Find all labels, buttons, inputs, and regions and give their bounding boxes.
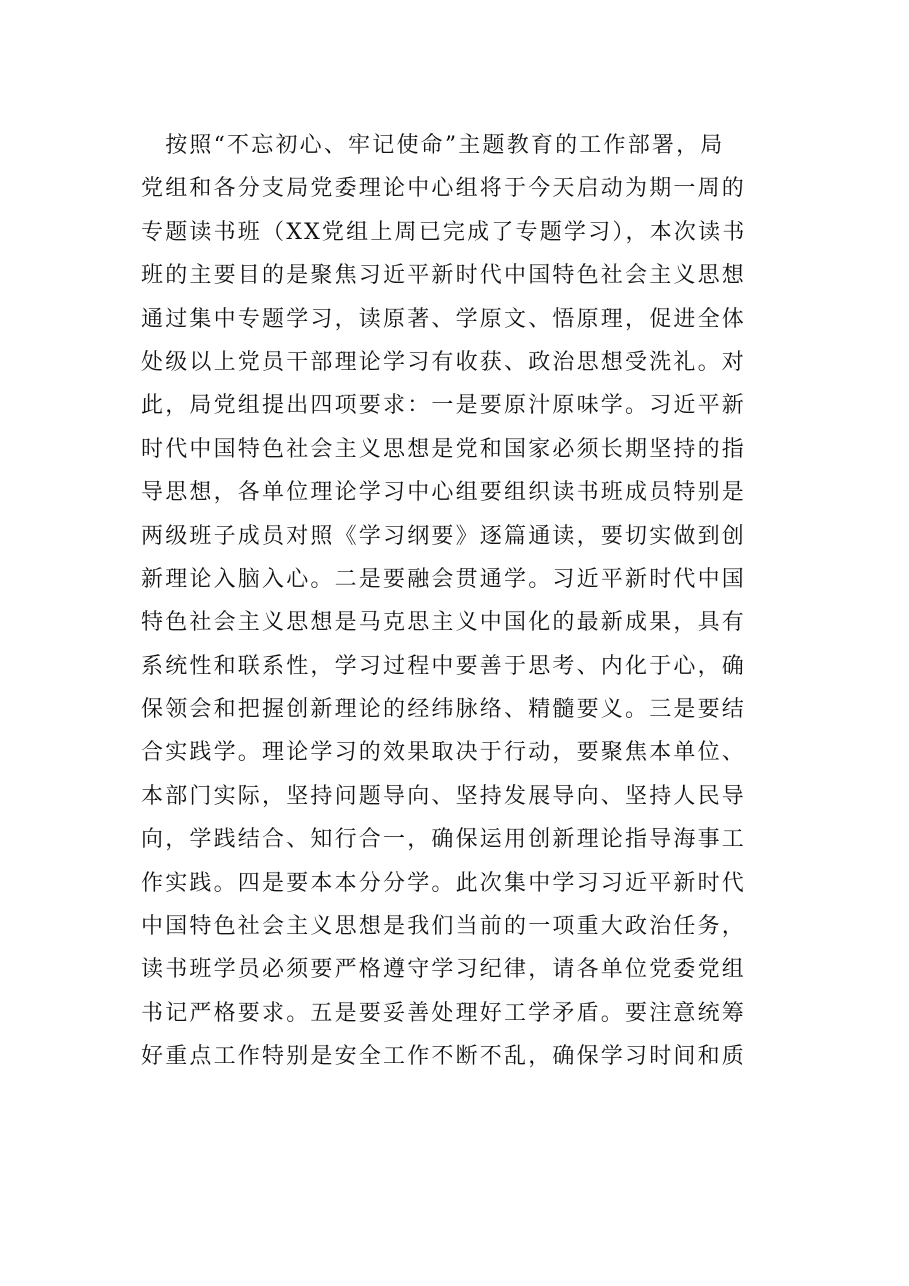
paragraph-line-8: 时代中国特色社会主义思想是党和国家必须长期坚持的指 (141, 436, 747, 462)
paragraph-line-6: 处级以上党员干部理论学习有收获、政治思想受洗礼。对 (141, 349, 747, 375)
paragraph-line-9: 导思想，各单位理论学习中心组要组织读书班成员特别是 (141, 480, 747, 506)
paragraph-line-17: 向，学践结合、知行合一，确保运用创新理论指导海事工 (141, 827, 747, 853)
paragraph-line-10: 两级班子成员对照《学习纲要》逐篇通读，要切实做到创 (141, 523, 747, 549)
paragraph-line-22: 好重点工作特别是安全工作不断不乱，确保学习时间和质 (141, 1044, 747, 1070)
paragraph-line-2: 党组和各分支局党委理论中心组将于今天启动为期一周的 (141, 176, 747, 202)
paragraph-line-20: 读书班学员必须要严格遵守学习纪律，请各单位党委党组 (141, 957, 747, 983)
paragraph-line-5: 通过集中专题学习，读原著、学原文、悟原理，促进全体 (141, 306, 747, 332)
paragraph-line-14: 保领会和把握创新理论的经纬脉络、精髓要义。三是要结 (141, 697, 747, 723)
paragraph-line-3: 专题读书班（XX党组上周已完成了专题学习），本次读书 (141, 219, 747, 245)
paragraph-line-21: 书记严格要求。五是要妥善处理好工学矛盾。要注意统筹 (141, 1000, 747, 1026)
paragraph-line-13: 系统性和联系性，学习过程中要善于思考、内化于心，确 (141, 653, 747, 679)
paragraph-line-1: 按照“不忘初心、牢记使命”主题教育的工作部署，局 (141, 133, 725, 158)
paragraph-line-12: 特色社会主义思想是马克思主义中国化的最新成果，具有 (141, 610, 747, 636)
paragraph-line-19: 中国特色社会主义思想是我们当前的一项重大政治任务， (141, 914, 747, 940)
paragraph-line-4: 班的主要目的是聚焦习近平新时代中国特色社会主义思想 (141, 263, 747, 289)
paragraph-line-16: 本部门实际，坚持问题导向、坚持发展导向、坚持人民导 (141, 783, 747, 809)
paragraph-line-7: 此，局党组提出四项要求：一是要原汁原味学。习近平新 (141, 393, 747, 419)
paragraph-line-11: 新理论入脑入心。二是要融会贯通学。习近平新时代中国 (141, 566, 747, 592)
paragraph-line-18: 作实践。四是要本本分分学。此次集中学习习近平新时代 (141, 870, 747, 896)
paragraph-line-15: 合实践学。理论学习的效果取决于行动，要聚焦本单位、 (141, 740, 747, 766)
paragraph (141, 124, 781, 1079)
